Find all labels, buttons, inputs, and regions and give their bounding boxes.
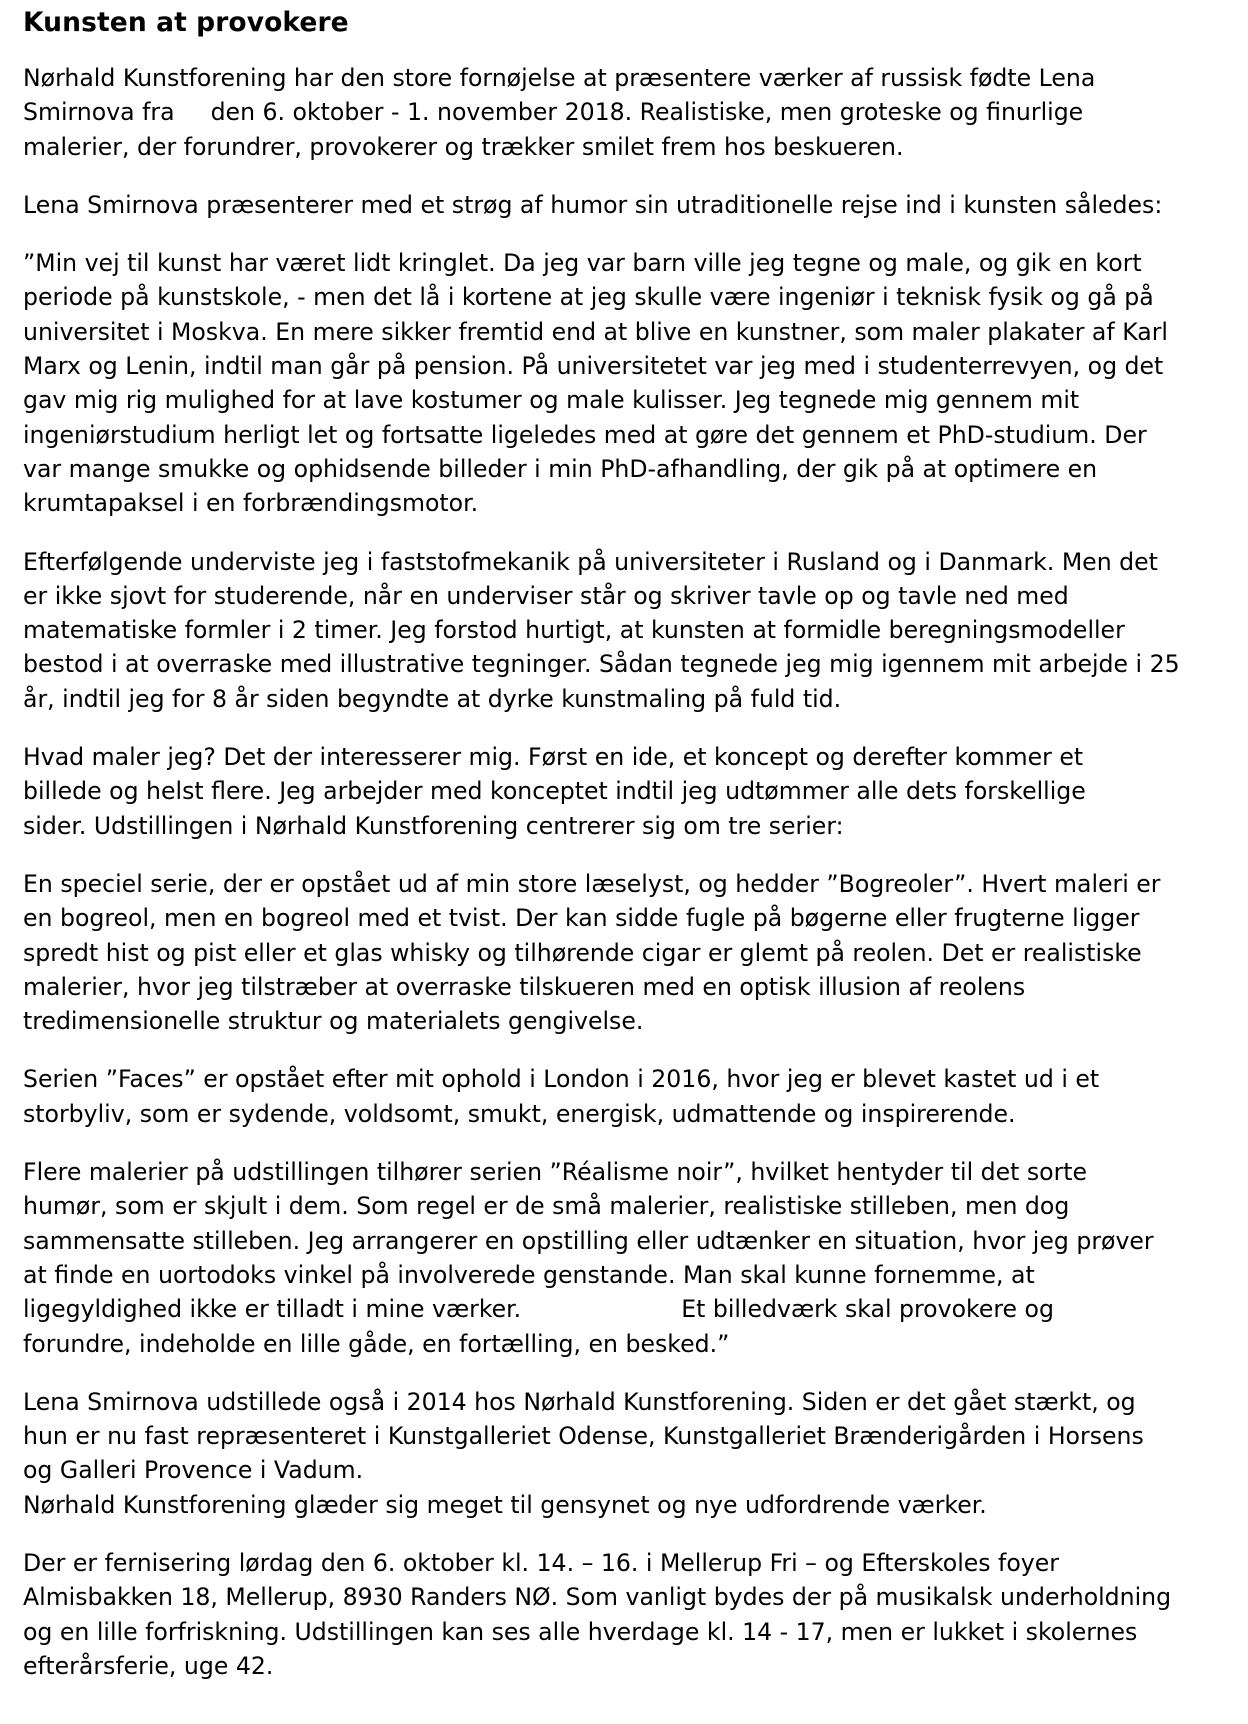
text-line: periode på kunstskole, - men det lå i kortene at jeg skulle være ingeniør i teknisk fysik og gå på	[23, 283, 1154, 312]
text-segment: Et billedværk skal provokere og	[681, 1295, 1054, 1324]
paragraph-presentation	[23, 188, 1228, 222]
paragraph-quote-background	[23, 246, 1228, 520]
text-line: en bogreol, men en bogreol med et tvist. Der kan sidde fugle på bøgerne eller frugterne ligger	[23, 904, 1140, 933]
text-line: gav mig rig mulighed for at lave kostumer og male kulisser. Jeg tegnede mig gennem mit	[23, 386, 1080, 415]
text-line: humør, som er skjult i dem. Som regel er de små malerier, realistiske stilleben, men dog	[23, 1192, 1070, 1221]
text-line: malerier, der forundrer, provokerer og trækker smilet frem hos beskueren.	[23, 132, 904, 161]
text-line: sammensatte stilleben. Jeg arrangerer en opstilling eller udtænker en situation, hvor jeg prøver	[23, 1226, 1154, 1255]
text-segment: den 6. oktober - 1. november 2018. Realistiske, men groteske og finurlige	[210, 98, 1084, 127]
text-line: ”Min vej til kunst har været lidt kringlet. Da jeg var barn ville jeg tegne og male, og gik en kort	[23, 249, 1142, 278]
paragraph-teaching	[23, 545, 1228, 716]
text-segment: Smirnova fra	[23, 98, 175, 127]
paragraph-realisme-noir	[23, 1155, 1228, 1361]
text-line: Nørhald Kunstforening glæder sig meget til gensynet og nye udfordrende værker.	[23, 1490, 987, 1519]
paragraph-bogreoler	[23, 867, 1228, 1038]
paragraph-vernissage	[23, 1546, 1228, 1683]
document-title: Kunsten at provokere	[23, 7, 349, 38]
text-line: krumtapaksel i en forbrændingsmotor.	[23, 489, 479, 518]
text-segment: ligegyldighed ikke er tilladt i mine værker.	[23, 1295, 522, 1324]
text-line: at finde en uortodoks vinkel på involverede genstande. Man skal kunne fornemme, at	[23, 1260, 1035, 1289]
text-line: Almisbakken 18, Mellerup, 8930 Randers NØ. Som vanligt bydes der på musikalsk underholdning	[23, 1583, 1172, 1612]
text-line: var mange smukke og ophidsende billeder i min PhD-afhandling, der gik på at optimere en	[23, 454, 1098, 483]
text-line: sider. Udstillingen i Nørhald Kunstforening centrerer sig om tre serier:	[23, 811, 844, 840]
text-line: En speciel serie, der er opstået ud af min store læselyst, og hedder ”Bogreoler”. Hvert maleri er	[23, 869, 1161, 898]
text-line: Marx og Lenin, indtil man går på pension. På universitetet var jeg med i studenterrevyen, og det	[23, 352, 1164, 381]
text-line: bestod i at overraske med illustrative tegninger. Sådan tegnede jeg mig igennem mit arbejde i 25	[23, 650, 1180, 679]
text-line: Nørhald Kunstforening har den store fornøjelse at præsentere værker af russisk fødte Lena	[23, 64, 1096, 92]
text-line: storbyliv, som er sydende, voldsomt, smukt, energisk, udmattende og inspirerende.	[23, 1099, 1016, 1128]
text-line: ingeniørstudium herligt let og fortsatte ligeledes med at gøre det gennem et PhD-studium. Der	[23, 420, 1147, 449]
text-line: universitet i Moskva. En mere sikker fremtid end at blive en kunstner, som maler plakater af Karl	[23, 317, 1168, 346]
text-line: Hvad maler jeg? Det der interesserer mig. Først en ide, et koncept og derefter kommer et	[23, 743, 1084, 772]
text-line: Lena Smirnova præsenterer med et strøg af humor sin utraditionelle rejse ind i kunsten således:	[23, 190, 1163, 219]
text-line: er ikke sjovt for studerende, når en underviser står og skriver tavle op og tavle ned med	[23, 581, 1069, 610]
text-line	[23, 1292, 1228, 1326]
document	[23, 6, 1228, 1707]
paragraph-intro	[23, 61, 1228, 164]
paragraph-faces	[23, 1062, 1228, 1131]
paragraph-previous-exhibition	[23, 1385, 1228, 1522]
text-line: år, indtil jeg for 8 år siden begyndte at dyrke kunstmaling på fuld tid.	[23, 684, 842, 713]
text-line: og en lille forfriskning. Udstillingen kan ses alle hverdage kl. 14 - 17, men er lukket i skolernes	[23, 1617, 1138, 1646]
text-line	[23, 95, 1228, 129]
text-line: og Galleri Provence i Vadum.	[23, 1456, 364, 1485]
text-line: billede og helst flere. Jeg arbejder med konceptet indtil jeg udtømmer alle dets forskellige	[23, 777, 1086, 806]
text-line: tredimensionelle struktur og materialets gengivelse.	[23, 1007, 644, 1036]
text-line: hun er nu fast repræsenteret i Kunstgalleriet Odense, Kunstgalleriet Brænderigården i Horsens	[23, 1422, 1144, 1451]
text-line: Der er fernisering lørdag den 6. oktober kl. 14. – 16. i Mellerup Fri – og Efterskoles foyer	[23, 1548, 1059, 1577]
text-line: Flere malerier på udstillingen tilhører serien ”Réalisme noir”, hvilket hentyder til det sorte	[23, 1158, 1088, 1187]
text-line: Lena Smirnova udstillede også i 2014 hos Nørhald Kunstforening. Siden er det gået stærkt, og	[23, 1387, 1136, 1416]
text-line: Serien ”Faces” er opstået efter mit ophold i London i 2016, hvor jeg er blevet kastet ud i et	[23, 1065, 1100, 1094]
text-line: matematiske formler i 2 timer. Jeg forstod hurtigt, at kunsten at formidle beregningsmodeller	[23, 616, 1125, 645]
text-line: spredt hist og pist eller et glas whisky og tilhørende cigar er glemt på reolen. Det er realistiske	[23, 938, 1142, 967]
paragraph-what-i-paint	[23, 740, 1228, 843]
text-line: Efterfølgende underviste jeg i faststofmekanik på universiteter i Rusland og i Danmark. Men det	[23, 547, 1158, 576]
text-line: forundre, indeholde en lille gåde, en fortælling, en besked.”	[23, 1329, 730, 1358]
text-line: malerier, hvor jeg tilstræber at overraske tilskueren med en optisk illusion af reolens	[23, 972, 1026, 1001]
text-line: efterårsferie, uge 42.	[23, 1651, 274, 1680]
